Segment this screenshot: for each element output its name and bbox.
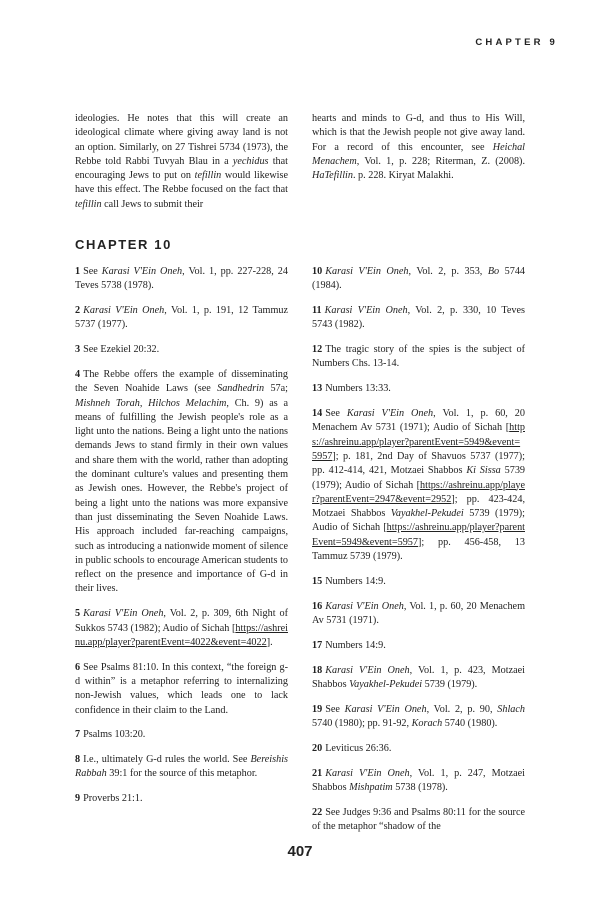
endnote-11: 11 Karasi V'Ein Oneh, Vol. 2, p. 330, 10 Teves 5743 (1982).	[312, 305, 525, 331]
endnote-number: 3	[75, 344, 81, 356]
endnote-number: 21	[312, 767, 323, 779]
italic-title: Vayakhel-Pekudei	[349, 678, 423, 690]
italic-title: Shlach	[497, 703, 525, 715]
audio-link[interactable]: https://ashreinu.app/player?parentEvent=5949&event=5957	[312, 422, 525, 462]
endnote-5: 5 Karasi V'Ein Oneh, Vol. 2, p. 309, 6th Night of Sukkos 5743 (1982); Audio of Sichah [https://ashreinu.app/player?parentEvent=4022&event=4022].	[75, 608, 288, 648]
italic-title: Vayakhel-Pekudei	[390, 508, 464, 520]
endnote-4: 4 The Rebbe offers the example of disseminating the Seven Noahide Laws (see Sandhedrin 57a; Mishneh Torah, Hilchos Melachim, Ch. 9) as a means of fulfilling the Jewish people's role as a light unto the nations. Being a light unto the nations demands Jews to stand firmly in their own values and share them with the world, rather than adopting the dominant culture's values and presenting them as Jewish ones. However, the Rebbe's project of being a light unto the nations was more expansive than just disseminating the Seven Noahide Laws. His approach included far-reaching campaigns, such as introducing a nationwide moment of silence in public schools to encourage American students to reflect on the presence and importance of G-d in their lives.	[75, 368, 288, 595]
endnote-13: 13 Numbers 13:33.	[312, 383, 391, 395]
endnote-number: 12	[312, 344, 323, 356]
endnote-9: 9 Proverbs 21:1.	[75, 793, 143, 805]
endnote-17: 17 Numbers 14:9.	[312, 639, 386, 651]
continuation-text-right: hearts and minds to G-d, and thus to His Will, which is that the Jewish people not give away land. For a record of this encounter, see Heichal Menachem, Vol. 1, p. 228; Riterman, Z. (2008). HaTefillin. p. 228. Kiryat Malakhi.	[312, 113, 525, 182]
endnote-number: 19	[312, 703, 323, 715]
italic-title: Karasi V'Ein Oneh	[324, 305, 408, 317]
endnote-14: 14 See Karasi V'Ein Oneh, Vol. 1, p. 60, 20 Menachem Av 5731 (1971); Audio of Sichah [https://ashreinu.app/player?parentEvent=5949&event=5957]; p. 181, 2nd Day of Shavuos 5737 (1977); pp. 412-414, 421, Motzaei Shabbos Ki Sissa 5739 (1979); Audio of Sichah [https://ashreinu.app/player?parentEvent=2947&event=2952]; pp. 423-424, Motzaei Shabbos Vayakhel-Pekudei 5739 (1979); Audio of Sichah [https://ashreinu.app/player?parentEvent=5949&event=5957]; pp. 456-458, 13 Tammuz 5739 (1979).	[312, 408, 526, 563]
chapter-heading: CHAPTER 10	[75, 237, 172, 252]
endnote-number: 18	[312, 664, 323, 676]
italic-title: Korach	[411, 717, 443, 729]
endnotes-left-column	[75, 265, 288, 817]
italic-title: Sandhedrin	[217, 383, 265, 395]
audio-link[interactable]: https://ashreinu.app/player?parentEvent=4022&event=4022	[75, 622, 288, 648]
italic-title: yechidus	[232, 155, 269, 167]
italic-title: Mishneh Torah, Hilchos Melachim	[75, 397, 227, 409]
endnote-20: 20 Leviticus 26:36.	[312, 742, 392, 754]
endnote-number: 17	[312, 639, 323, 651]
endnote-3: 3 See Ezekiel 20:32.	[75, 344, 160, 356]
endnote-number: 1	[75, 266, 81, 277]
page-number: 407	[287, 843, 313, 860]
audio-link[interactable]: https://ashreinu.app/player?parentEvent=5949&event=5957	[312, 522, 525, 548]
endnote-21: 21 Karasi V'Ein Oneh, Vol. 1, p. 247, Motzaei Shabbos Mishpatim 5738 (1978).	[312, 767, 525, 793]
italic-title: Karasi V'Ein Oneh	[346, 408, 434, 420]
endnote-number: 7	[75, 729, 81, 741]
endnote-number: 16	[312, 600, 323, 612]
endnote-2: 2 Karasi V'Ein Oneh, Vol. 1, p. 191, 12 Tammuz 5737 (1977).	[75, 305, 288, 331]
italic-title: Karasi V'Ein Oneh	[325, 767, 410, 779]
italic-title: tefillin	[194, 170, 222, 182]
italic-title: Karasi V'Ein Oneh	[325, 664, 410, 676]
italic-title: HaTefillin	[312, 170, 353, 182]
italic-title: Karasi V'Ein Oneh	[344, 703, 427, 715]
endnote-number: 22	[312, 806, 323, 818]
endnote-number: 14	[312, 408, 323, 420]
endnote-number: 2	[75, 305, 81, 317]
endnote-number: 8	[75, 754, 81, 766]
italic-title: Mishpatim	[349, 781, 393, 793]
endnote-15: 15 Numbers 14:9.	[312, 575, 386, 587]
italic-title: tefillin	[75, 198, 102, 210]
endnote-number: 11	[312, 305, 322, 317]
endnote-number: 5	[75, 608, 81, 620]
running-head: CHAPTER 9	[475, 37, 558, 48]
endnote-8: 8 I.e., ultimately G-d rules the world. See Bereishis Rabbah 39:1 for the source of this metaphor.	[75, 754, 288, 780]
italic-title: Karasi V'Ein Oneh	[83, 608, 164, 620]
italic-title: Heichal Menachem	[312, 141, 525, 167]
endnote-6: 6 See Psalms 81:10. In this context, “the foreign g-d within” is a metaphor referring to internalizing non-Jewish values, which leads one to lack confidence in their claim to the Land.	[75, 661, 288, 716]
endnote-18: 18 Karasi V'Ein Oneh, Vol. 1, p. 423, Motzaei Shabbos Vayakhel-Pekudei 5739 (1979).	[312, 664, 525, 690]
endnote-7: 7 Psalms 103:20.	[75, 729, 146, 741]
endnote-number: 10	[312, 266, 323, 277]
endnote-number: 13	[312, 383, 323, 395]
endnote-10: 10 Karasi V'Ein Oneh, Vol. 2, p. 353, Bo 5744 (1984).	[312, 266, 525, 292]
italic-title: Ki Sissa	[466, 465, 501, 477]
italic-title: Karasi V'Ein Oneh	[325, 266, 409, 277]
endnote-number: 9	[75, 793, 81, 805]
italic-title: Karasi V'Ein Oneh	[83, 305, 165, 317]
endnote-number: 6	[75, 661, 81, 673]
endnotes-right-column	[312, 265, 525, 845]
endnote-1: 1 See Karasi V'Ein Oneh, Vol. 1, pp. 227-228, 24 Teves 5738 (1978).	[75, 266, 288, 292]
italic-title: Karasi V'Ein Oneh	[325, 600, 404, 612]
endnote-number: 20	[312, 742, 323, 754]
endnote-19: 19 See Karasi V'Ein Oneh, Vol. 2, p. 90, Shlach 5740 (1980); pp. 91-92, Korach 5740 (1980).	[312, 703, 525, 729]
endnote-22: 22 See Judges 9:36 and Psalms 80:11 for the source of the metaphor “shadow of the	[312, 806, 525, 832]
italic-title: Karasi V'Ein Oneh	[101, 266, 183, 277]
endnote-16: 16 Karasi V'Ein Oneh, Vol. 1, p. 60, 20 Menachem Av 5731 (1971).	[312, 600, 525, 626]
endnote-number: 15	[312, 575, 323, 587]
endnote-12: 12 The tragic story of the spies is the subject of Numbers Chs. 13-14.	[312, 344, 525, 370]
italic-title: Bo	[487, 266, 500, 277]
continuation-text-left: ideologies. He notes that this will create an ideological climate where giving away land is not an option. Similarly, on 27 Tishrei 5734 (1973), the Rebbe told Rabbi Tuvyah Blau in a yechidus that encouraging Jews to put on tefillin would likewise have this effect. The Rebbe focused on the fact that tefillin call Jews to submit their	[75, 113, 289, 210]
audio-link[interactable]: https://ashreinu.app/player?parentEvent=2947&event=2952	[312, 479, 525, 505]
italic-title: Bereishis Rabbah	[75, 754, 288, 780]
endnote-number: 4	[75, 368, 81, 380]
